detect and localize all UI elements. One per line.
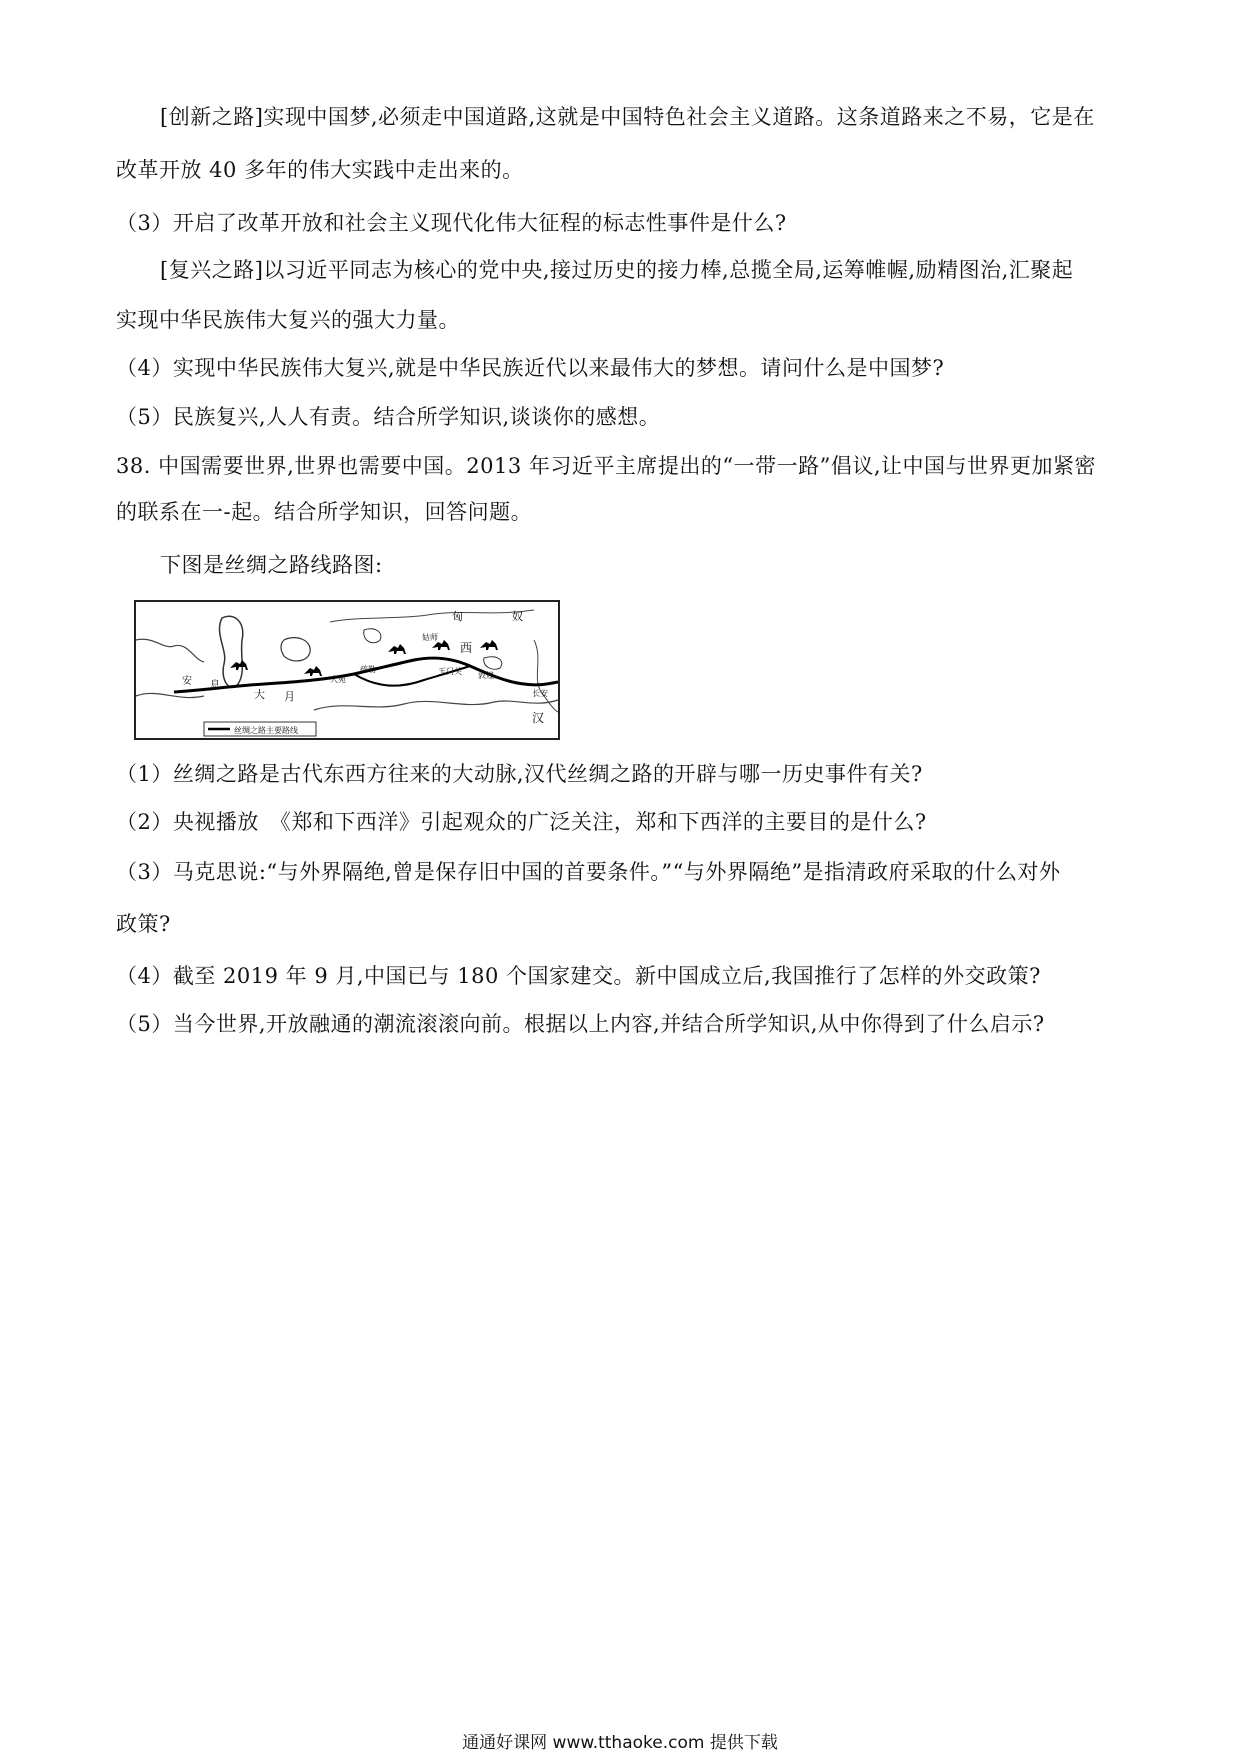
map-label-dunhuang: 敦煌: [478, 671, 494, 680]
question-38-intro-line1: 38. 中国需要世界,世界也需要中国。2013 年习近平主席提出的“一带一路”倡议,让中国与世界更加紧密: [116, 454, 1097, 478]
map-frame: [135, 601, 559, 739]
question-38-intro-line2: 的联系在一-起。结合所学知识，回答问题。: [116, 500, 533, 524]
map-label-changan: 长安: [532, 689, 548, 698]
silk-road-map: [134, 600, 560, 740]
paragraph-revival-road-line2: 实现中华民族伟大复兴的强大力量。: [116, 308, 460, 332]
question-3a: （3）开启了改革开放和社会主义现代化伟大征程的标志性事件是什么?: [116, 211, 787, 235]
question-38-3-line1: （3）马克思说:“与外界隔绝,曾是保存旧中国的首要条件。”“与外界隔绝”是指清政府采取的什么对外: [116, 860, 1061, 884]
silk-road-map-figure: [134, 600, 560, 740]
paragraph-innovation-road-line1: [创新之路]实现中国梦,必须走中国道路,这就是中国特色社会主义道路。这条道路来之不易，它是在: [160, 105, 1095, 129]
map-label-dayuan: 大宛: [330, 675, 346, 684]
map-label-yumen: 玉门关: [438, 667, 462, 676]
paragraph-revival-road-line1: [复兴之路]以习近平同志为核心的党中央,接过历史的接力棒,总揽全局,运筹帷幄,励精图治,汇聚起: [160, 258, 1074, 282]
map-label-dayue-b: 月: [284, 690, 295, 703]
map-label-han: 汉: [532, 711, 545, 725]
footer-source: 通通好课网 www.tthaoke.com 提供下载: [462, 1733, 778, 1753]
map-label-shule: 疏勒: [360, 665, 376, 674]
paragraph-innovation-road-line2: 改革开放 40 多年的伟大实践中走出来的。: [116, 158, 524, 182]
map-label-dayue-a: 大: [254, 688, 265, 701]
question-38-5: （5）当今世界,开放融通的潮流滚滚向前。根据以上内容,并结合所学知识,从中你得到了什么启示?: [116, 1012, 1045, 1036]
question-38-3-line2: 政策?: [116, 912, 171, 936]
question-38-4: （4）截至 2019 年 9 月,中国已与 180 个国家建交。新中国成立后,我国推行了怎样的外交政策?: [116, 964, 1041, 988]
question-4a: （4）实现中华民族伟大复兴,就是中华民族近代以来最伟大的梦想。请问什么是中国梦?: [116, 356, 945, 380]
map-legend-label: 丝绸之路主要路线: [234, 726, 298, 735]
question-38-2: （2）央视播放 《郑和下西洋》引起观众的广泛关注，郑和下西洋的主要目的是什么?: [116, 810, 927, 834]
map-label-anxi-b: 息: [210, 680, 220, 691]
map-label-xi: 西: [460, 641, 473, 655]
map-label-xiongnu-a: 匈: [452, 610, 463, 623]
question-38-1: （1）丝绸之路是古代东西方往来的大动脉,汉代丝绸之路的开辟与哪一历史事件有关?: [116, 762, 923, 786]
map-label-xiongnu-b: 奴: [512, 610, 523, 623]
question-5a: （5）民族复兴,人人有责。结合所学知识,谈谈你的感想。: [116, 405, 661, 429]
map-caption: 下图是丝绸之路线路图:: [160, 553, 383, 577]
map-label-gusi: 姑师: [422, 633, 438, 642]
map-label-anxi-a: 安: [182, 676, 192, 687]
